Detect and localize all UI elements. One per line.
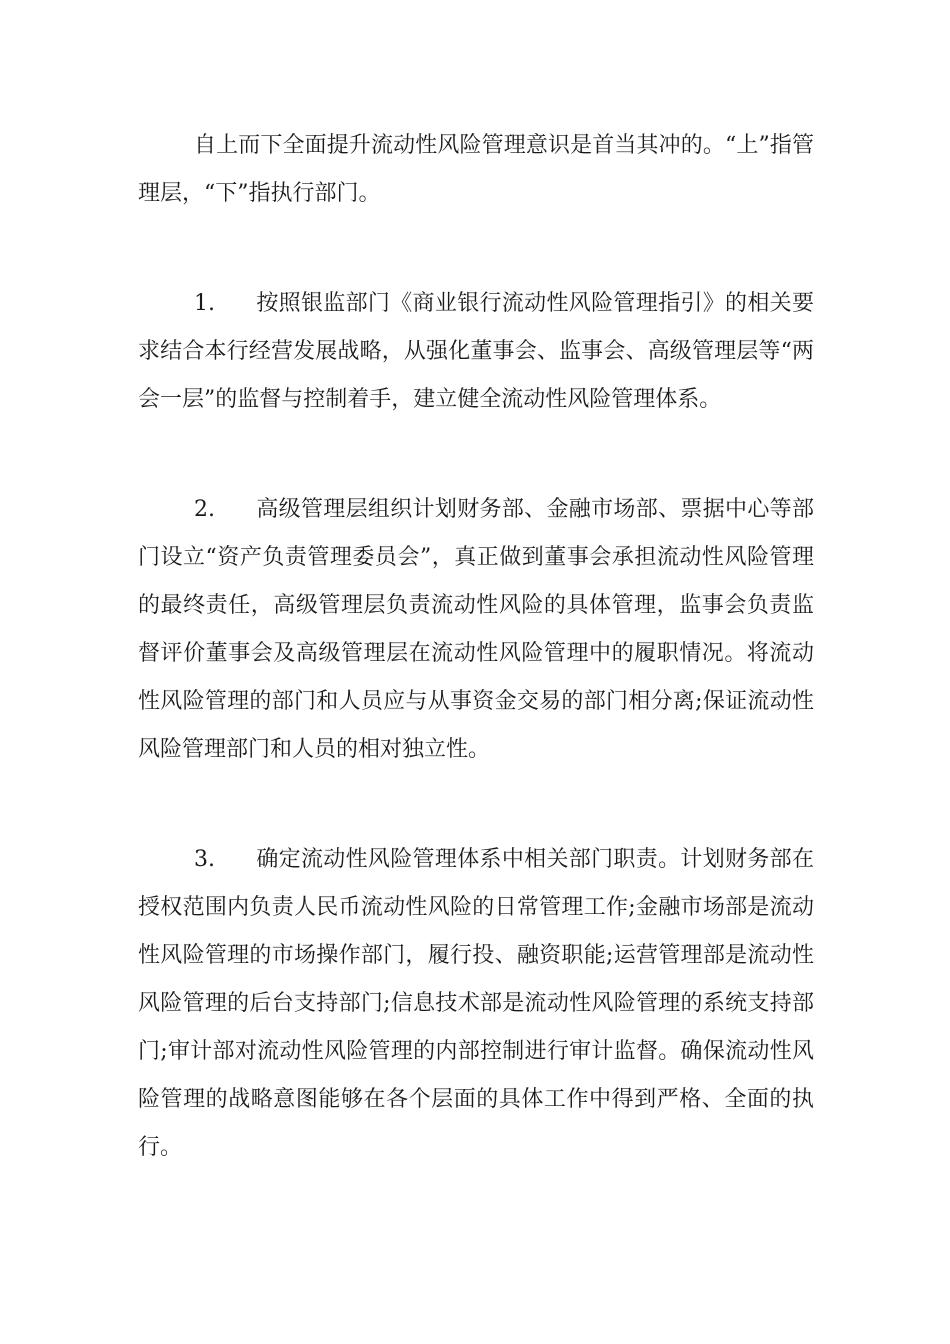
intro-paragraph: 自上而下全面提升流动性风险管理意识是首当其冲的。“上”指管理层，“下”指执行部门。 — [138, 133, 814, 206]
list-item-number: 3. — [194, 847, 215, 872]
list-item-number: 2. — [194, 497, 215, 522]
document-body — [138, 122, 814, 1234]
list-item-text: 高级管理层组织计划财务部、金融市场部、票据中心等部门设立“资产负责管理委员会”，真正做到董事会承担流动性风险管理的最终责任，高级管理层负责流动性风险的具体管理，监事会负责监督评价董事会及高级管理层在流动性风险管理中的履职情况。将流动性风险管理的部门和人员应与从事资金交易的部门相分离;保证流动性风险管理部门和人员的相对独立性。 — [138, 497, 814, 762]
list-item-3 — [138, 836, 814, 1172]
list-item-text: 按照银监部门《商业银行流动性风险管理指引》的相关要求结合本行经营发展战略，从强化董事会、监事会、高级管理层等“两会一层”的监督与控制着手，建立健全流动性风险管理体系。 — [138, 291, 814, 412]
list-item-text: 确定流动性风险管理体系中相关部门职责。计划财务部在授权范围内负责人民币流动性风险的日常管理工作;金融市场部是流动性风险管理的市场操作部门，履行投、融资职能;运营管理部是流动性风险管理的后台支持部门;信息技术部是流动性风险管理的系统支持部门;审计部对流动性风险管理的内部控制进行审计监督。确保流动性风险管理的战略意图能够在各个层面的具体工作中得到严格、全面的执行。 — [138, 847, 814, 1160]
list-item-1 — [138, 280, 814, 424]
list-item-2 — [138, 486, 814, 774]
list-item-number: 1. — [194, 291, 215, 316]
